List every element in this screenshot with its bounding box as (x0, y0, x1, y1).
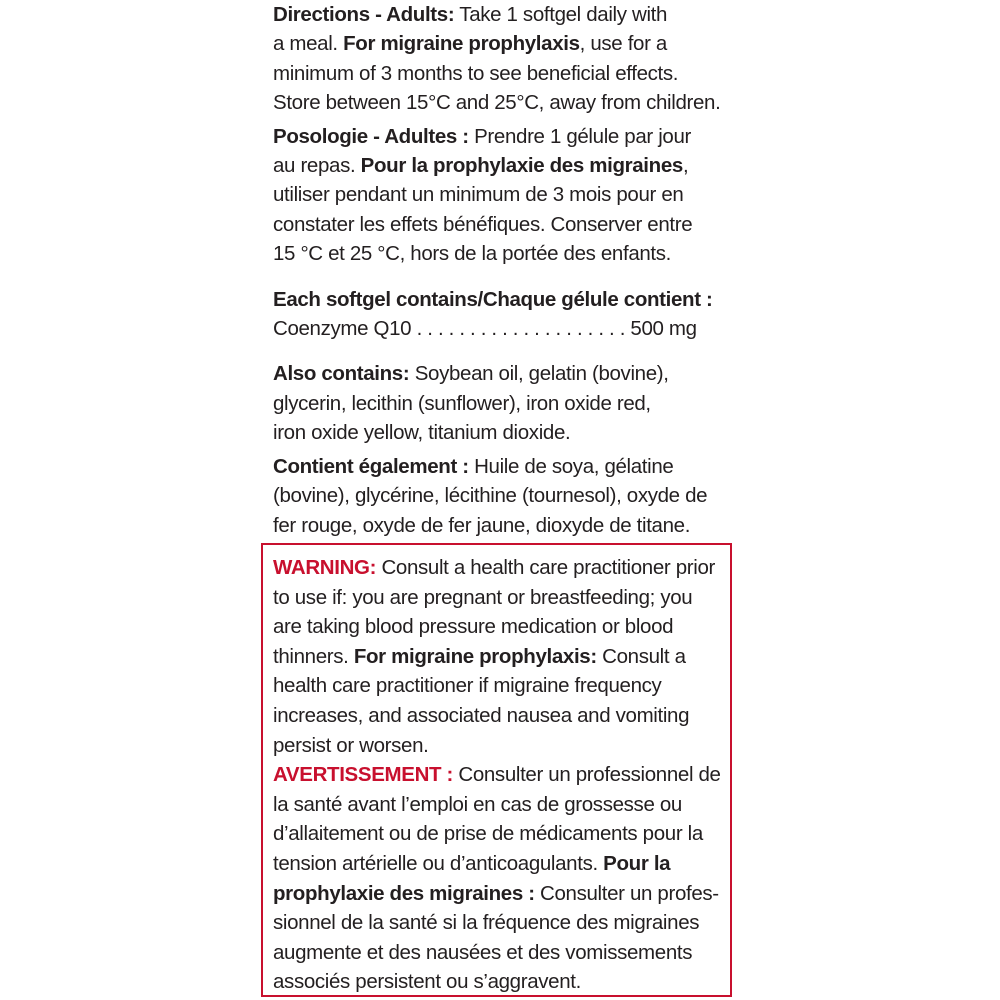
warning-en-line-3: are taking blood pressure medication or blood (273, 615, 674, 639)
also-contains-en-line-2: glycerin, lecithin (sunflower), iron oxide red, (273, 391, 651, 415)
warning-fr-heading: AVERTISSEMENT : (273, 763, 454, 787)
ingredients-heading: Each softgel contains/Chaque gélule contient : (273, 287, 713, 311)
warning-fr (273, 760, 733, 997)
also-contains-en-line-1: Also contains: Soybean oil, gelatin (bovine), (273, 362, 669, 386)
directions-en (273, 0, 743, 118)
warning-en-line-5: health care practitioner if migraine frequency (273, 674, 662, 698)
warning-fr-line-2: la santé avant l’emploi en cas de grossesse ou (273, 792, 682, 816)
directions-fr-line-3: utiliser pendant un minimum de 3 mois pour en (273, 183, 684, 207)
directions-fr-line-1: Posologie - Adultes : Prendre 1 gélule par jour (273, 124, 692, 148)
directions-en-line-1: Directions - Adults: Take 1 softgel daily with (273, 3, 668, 26)
warning-fr-line-4: tension artérielle ou d’anticoagulants. Pour la (273, 851, 671, 875)
also-contains-en (273, 359, 743, 447)
warning-en-line-2: to use if: you are pregnant or breastfeeding; you (273, 585, 693, 609)
warning-text (273, 553, 733, 997)
directions-fr-line-4: constater les effets bénéfiques. Conserver entre (273, 212, 693, 236)
also-contains-en-line-3: iron oxide yellow, titanium dioxide. (273, 421, 571, 445)
warning-en (273, 553, 733, 760)
warning-en-heading: WARNING: (273, 556, 377, 579)
directions-en-line-4: Store between 15°C and 25°C, away from children. (273, 91, 721, 115)
directions-en-line-3: minimum of 3 months to see beneficial effects. (273, 61, 679, 85)
also-contains-fr-line-2: (bovine), glycérine, lécithine (tournesol), oxyde de (273, 484, 708, 508)
directions-fr-line-2: au repas. Pour la prophylaxie des migraines, (273, 154, 689, 178)
warning-fr-line-1: AVERTISSEMENT : Consulter un professionnel de (273, 763, 721, 787)
directions-fr-heading: Posologie - Adultes : (273, 124, 469, 148)
also-contains-fr-heading: Contient également : (273, 454, 469, 478)
also-contains-fr-line-3: fer rouge, oxyde de fer jaune, dioxyde de titane. (273, 513, 691, 537)
warning-fr-line-6: sionnel de la santé si la fréquence des migraines (273, 911, 700, 935)
warning-en-line-1: WARNING: Consult a health care practitioner prior (273, 556, 715, 579)
also-contains-fr (273, 452, 743, 540)
ingredient-amount: 500 mg (625, 317, 697, 341)
ingredients (273, 285, 743, 344)
warning-en-line-6: increases, and associated nausea and vomiting (273, 703, 690, 727)
directions-en-line-2: a meal. For migraine prophylaxis, use for a (273, 32, 667, 56)
directions-fr (273, 122, 743, 269)
also-contains-fr-line-1: Contient également : Huile de soya, gélatine (273, 454, 674, 478)
also-contains-en-heading: Also contains: (273, 362, 410, 386)
warning-fr-line-3: d’allaitement ou de prise de médicaments pour la (273, 822, 703, 846)
warning-en-line-7: persist or worsen. (273, 733, 429, 757)
warning-fr-line-5: prophylaxie des migraines : Consulter un profes- (273, 881, 719, 905)
warning-fr-line-7: augmente et des nausées et des vomissements (273, 940, 693, 964)
product-label-text (273, 0, 743, 540)
ingredient-row (273, 314, 743, 343)
warning-en-line-4: thinners. For migraine prophylaxis: Consult a (273, 644, 686, 668)
directions-en-heading: Directions - Adults: (273, 3, 455, 26)
warning-fr-line-8: associés persistent ou s’aggravent. (273, 970, 581, 994)
ingredient-name: Coenzyme Q10 . . . . . . . . . . . . . . . . . . . . (273, 317, 626, 341)
directions-fr-line-5: 15 °C et 25 °C, hors de la portée des enfants. (273, 242, 672, 266)
